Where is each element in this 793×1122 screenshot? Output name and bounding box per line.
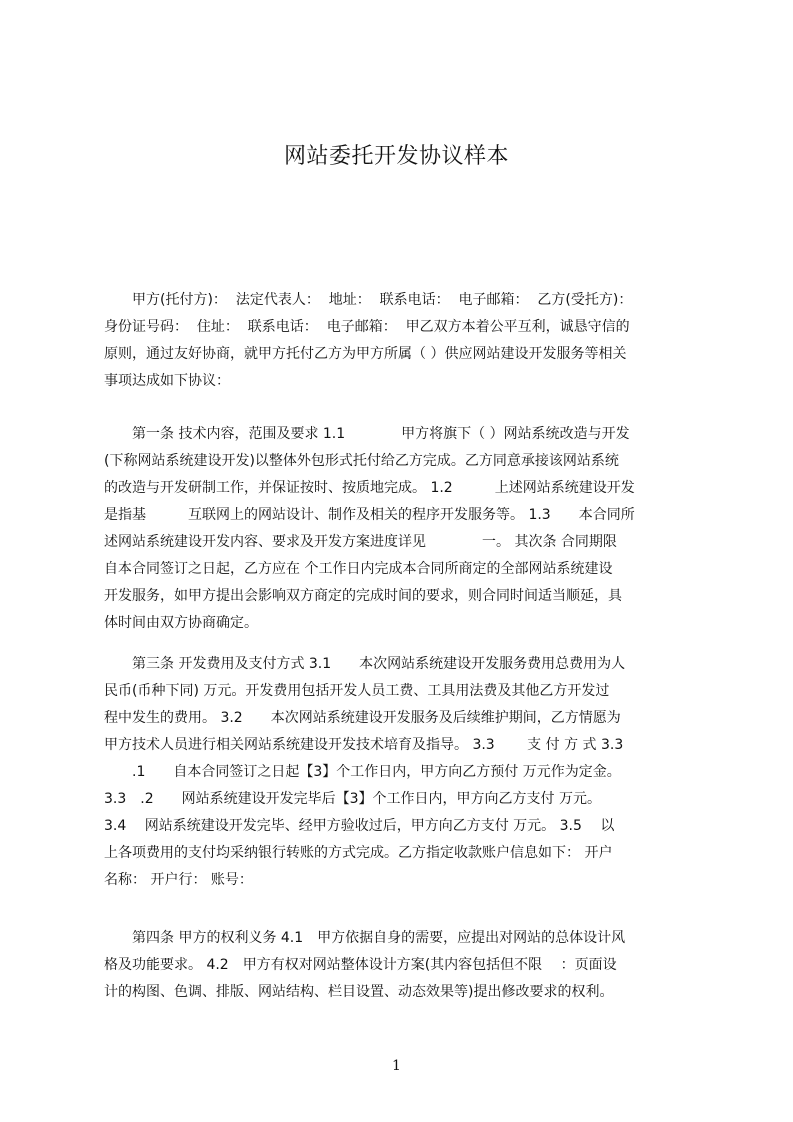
text-line: 体时间由双方协商确定。 (104, 615, 258, 631)
text-line: 3.4 网站系统建设开发完毕、经甲方验收过后，甲方向乙方支付 万元。 3.5 以 (104, 818, 615, 834)
text-line: 民币(币种下同) 万元。开发费用包括开发人员工费、工具用法费及其他乙方开发过 (104, 683, 610, 699)
text-line: 名称： 开户行： 账号： (104, 872, 253, 888)
text-line: 程中发生的费用。 3.2 本次网站系统建设开发服务及后续维护期间，乙方情愿为 (104, 710, 621, 726)
text-line: 第四条 甲方的权利义务 4.1 甲方依据自身的需要，应提出对网站的总体设计风 (104, 930, 626, 946)
text-line: 的改造与开发研制工作，并保证按时、按质地完成。 1.2 上述网站系统建设开发 (104, 480, 635, 496)
text-line: 开发服务，如甲方提出会影响双方商定的完成时间的要求，则合同时间适当顺延，具 (104, 588, 622, 604)
text-line: 自本合同签订之日起，乙方应在 个工作日内完成本合同所商定的全部网站系统建设 (104, 561, 613, 577)
document-title: 网站委托开发协议样本 (283, 144, 509, 169)
page-number: 1 (392, 1058, 401, 1074)
text-line: 第一条 技术内容，范围及要求 1.1 甲方将旗下（ ）网站系统改造与开发 (104, 426, 630, 442)
text-line: 第三条 开发费用及支付方式 3.1 本次网站系统建设开发服务费用总费用为人 (104, 656, 626, 672)
text-line: 3.3 .2 网站系统建设开发完毕后【3】个工作日内，甲方向乙方支付 万元。 (104, 791, 601, 807)
text-line: 甲方技术人员进行相关网站系统建设开发技术培育及指导。 3.3 支 付 方 式 3.3 (104, 737, 624, 753)
text-line: 原则，通过友好协商，就甲方托付乙方为甲方所属（ ）供应网站建设开发服务等相关 (104, 346, 627, 362)
text-line: .1 自本合同签订之日起【3】个工作日内，甲方向乙方预付 万元作为定金。 (104, 764, 621, 780)
text-line: 事项达成如下协议： (104, 373, 230, 389)
text-line: 述网站系统建设开发内容、要求及开发方案进度详见 一。 其次条 合同期限 (104, 534, 617, 550)
text-line: (下称网站系统建设开发)以整体外包形式托付给乙方完成。乙方同意承接该网站系统 (104, 453, 619, 469)
text-line: 是指基 互联网上的网站设计、制作及相关的程序开发服务等。 1.3 本合同所 (104, 507, 635, 523)
text-line: 上各项费用的支付均采纳银行转账的方式完成。乙方指定收款账户信息如下： 开户 (104, 845, 613, 861)
text-line: 甲方(托付方)： 法定代表人： 地址： 联系电话： 电子邮箱： 乙方(受托方)： (104, 292, 633, 308)
text-line: 身份证号码： 住址： 联系电话： 电子邮箱： 甲乙双方本着公平互利，诚恳守信的 (104, 319, 630, 335)
text-line: 计的构图、色调、排版、网站结构、栏目设置、动态效果等)提出修改要求的权利。 (104, 984, 614, 1000)
text-line: 格及功能要求。 4.2 甲方有权对网站整体设计方案(其内容包括但不限 ：页面设 (104, 957, 617, 973)
